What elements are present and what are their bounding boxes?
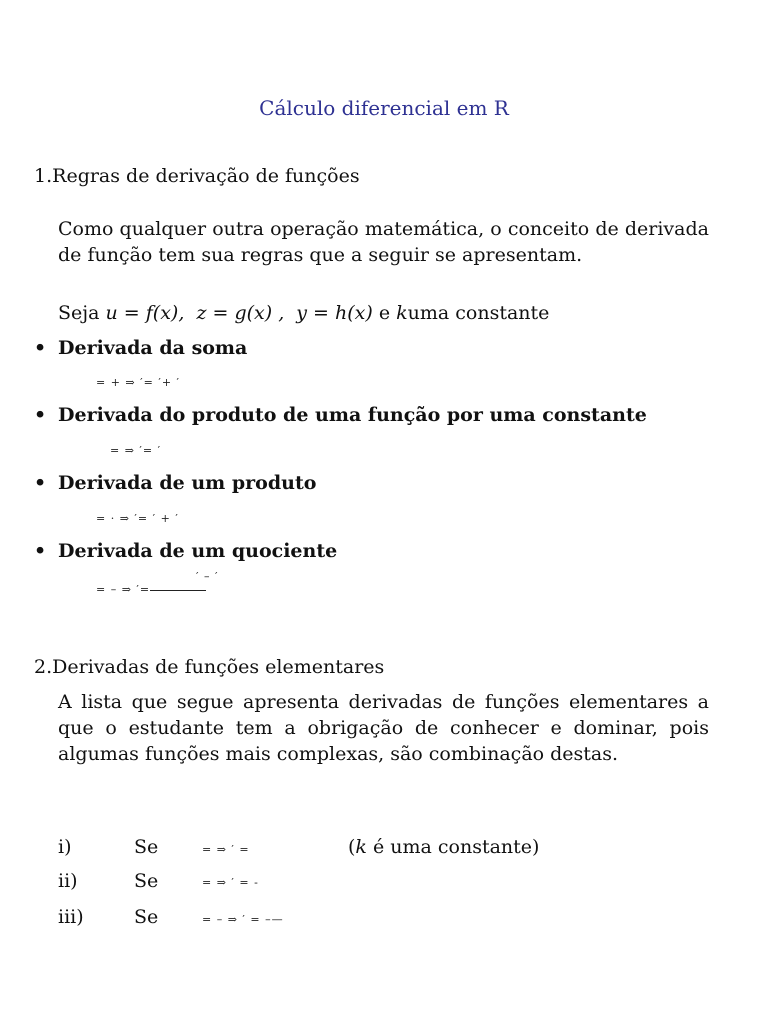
section-2-heading (34, 656, 384, 678)
rule-product-heading (34, 472, 316, 494)
rule-sum-formula: = + ⇒ ′= ′+ ′ (96, 376, 181, 389)
z-definition: z = g(x) , (196, 302, 285, 324)
bullet-icon: • (34, 540, 47, 562)
section-1-intro-text: Como qualquer outra operação matemática, o conceito de derivada de função tem sua regras que a seguir se apresentam. (58, 218, 709, 266)
section-1-number: 1. (34, 165, 53, 187)
seja-prefix: Seja (58, 302, 100, 324)
list-item-i-se: Se (134, 836, 159, 858)
note-paren: ( (348, 836, 356, 858)
list-item-iii-se: Se (134, 906, 159, 928)
bullet-icon: • (34, 404, 47, 426)
note-k: k (355, 836, 367, 858)
seja-suffix: uma constante (407, 302, 550, 324)
y-definition: y = h(x) (296, 302, 373, 324)
section-1-heading (34, 165, 360, 187)
rule-quotient-formula-left: = – ⇒ ′= (96, 583, 151, 596)
section-1-intro (58, 216, 709, 268)
seja-line (58, 302, 549, 324)
list-item-i-label: i) (58, 836, 72, 858)
bullet-icon: • (34, 337, 47, 359)
k-symbol: k (396, 302, 408, 324)
list-item-i-formula: = ⇒ ′ = (202, 843, 250, 856)
u-definition: u = f(x), (105, 302, 185, 324)
rule-quotient-formula (96, 583, 206, 596)
note-text: é uma constante) (366, 836, 540, 858)
fraction-bar (150, 590, 206, 591)
section-2-intro (58, 689, 709, 767)
rule-quotient-heading (34, 540, 337, 562)
list-item-ii-se: Se (134, 870, 159, 892)
rule-quotient-label: Derivada de um quociente (58, 540, 338, 562)
rule-constant-product-label: Derivada do produto de uma função por uma constante (58, 404, 647, 426)
bullet-icon: • (34, 472, 47, 494)
section-1-title: Regras de derivação de funções (52, 165, 360, 187)
list-item-ii-label: ii) (58, 870, 78, 892)
list-item-i-note (348, 836, 539, 858)
list-item-ii-formula: = ⇒ ′ = - (202, 876, 259, 889)
rule-sum-label: Derivada da soma (58, 337, 248, 359)
rule-product-label: Derivada de um produto (58, 472, 317, 494)
rule-constant-product-formula: = ⇒ ′= ′ (110, 444, 162, 457)
rule-constant-product-heading (34, 404, 647, 426)
seja-conjunction: e (378, 302, 391, 324)
page-title: Cálculo diferencial em R (259, 96, 509, 120)
list-item-iii-formula: = – ⇒ ′ = –— (202, 913, 284, 926)
section-2-intro-text: A lista que segue apresenta derivadas de funções elementares a que o estudante tem a obrigação de conhecer e dominar, pois algumas funções mais complexas, são combinação destas. (58, 691, 709, 765)
rule-product-formula: = · ⇒ ′= ′ + ′ (96, 512, 179, 525)
section-2-number: 2. (34, 656, 53, 678)
rule-quotient-numerator: ′ – ′ (196, 570, 219, 583)
rule-sum-heading (34, 337, 247, 359)
section-2-title: Derivadas de funções elementares (52, 656, 385, 678)
list-item-iii-label: iii) (58, 906, 84, 928)
